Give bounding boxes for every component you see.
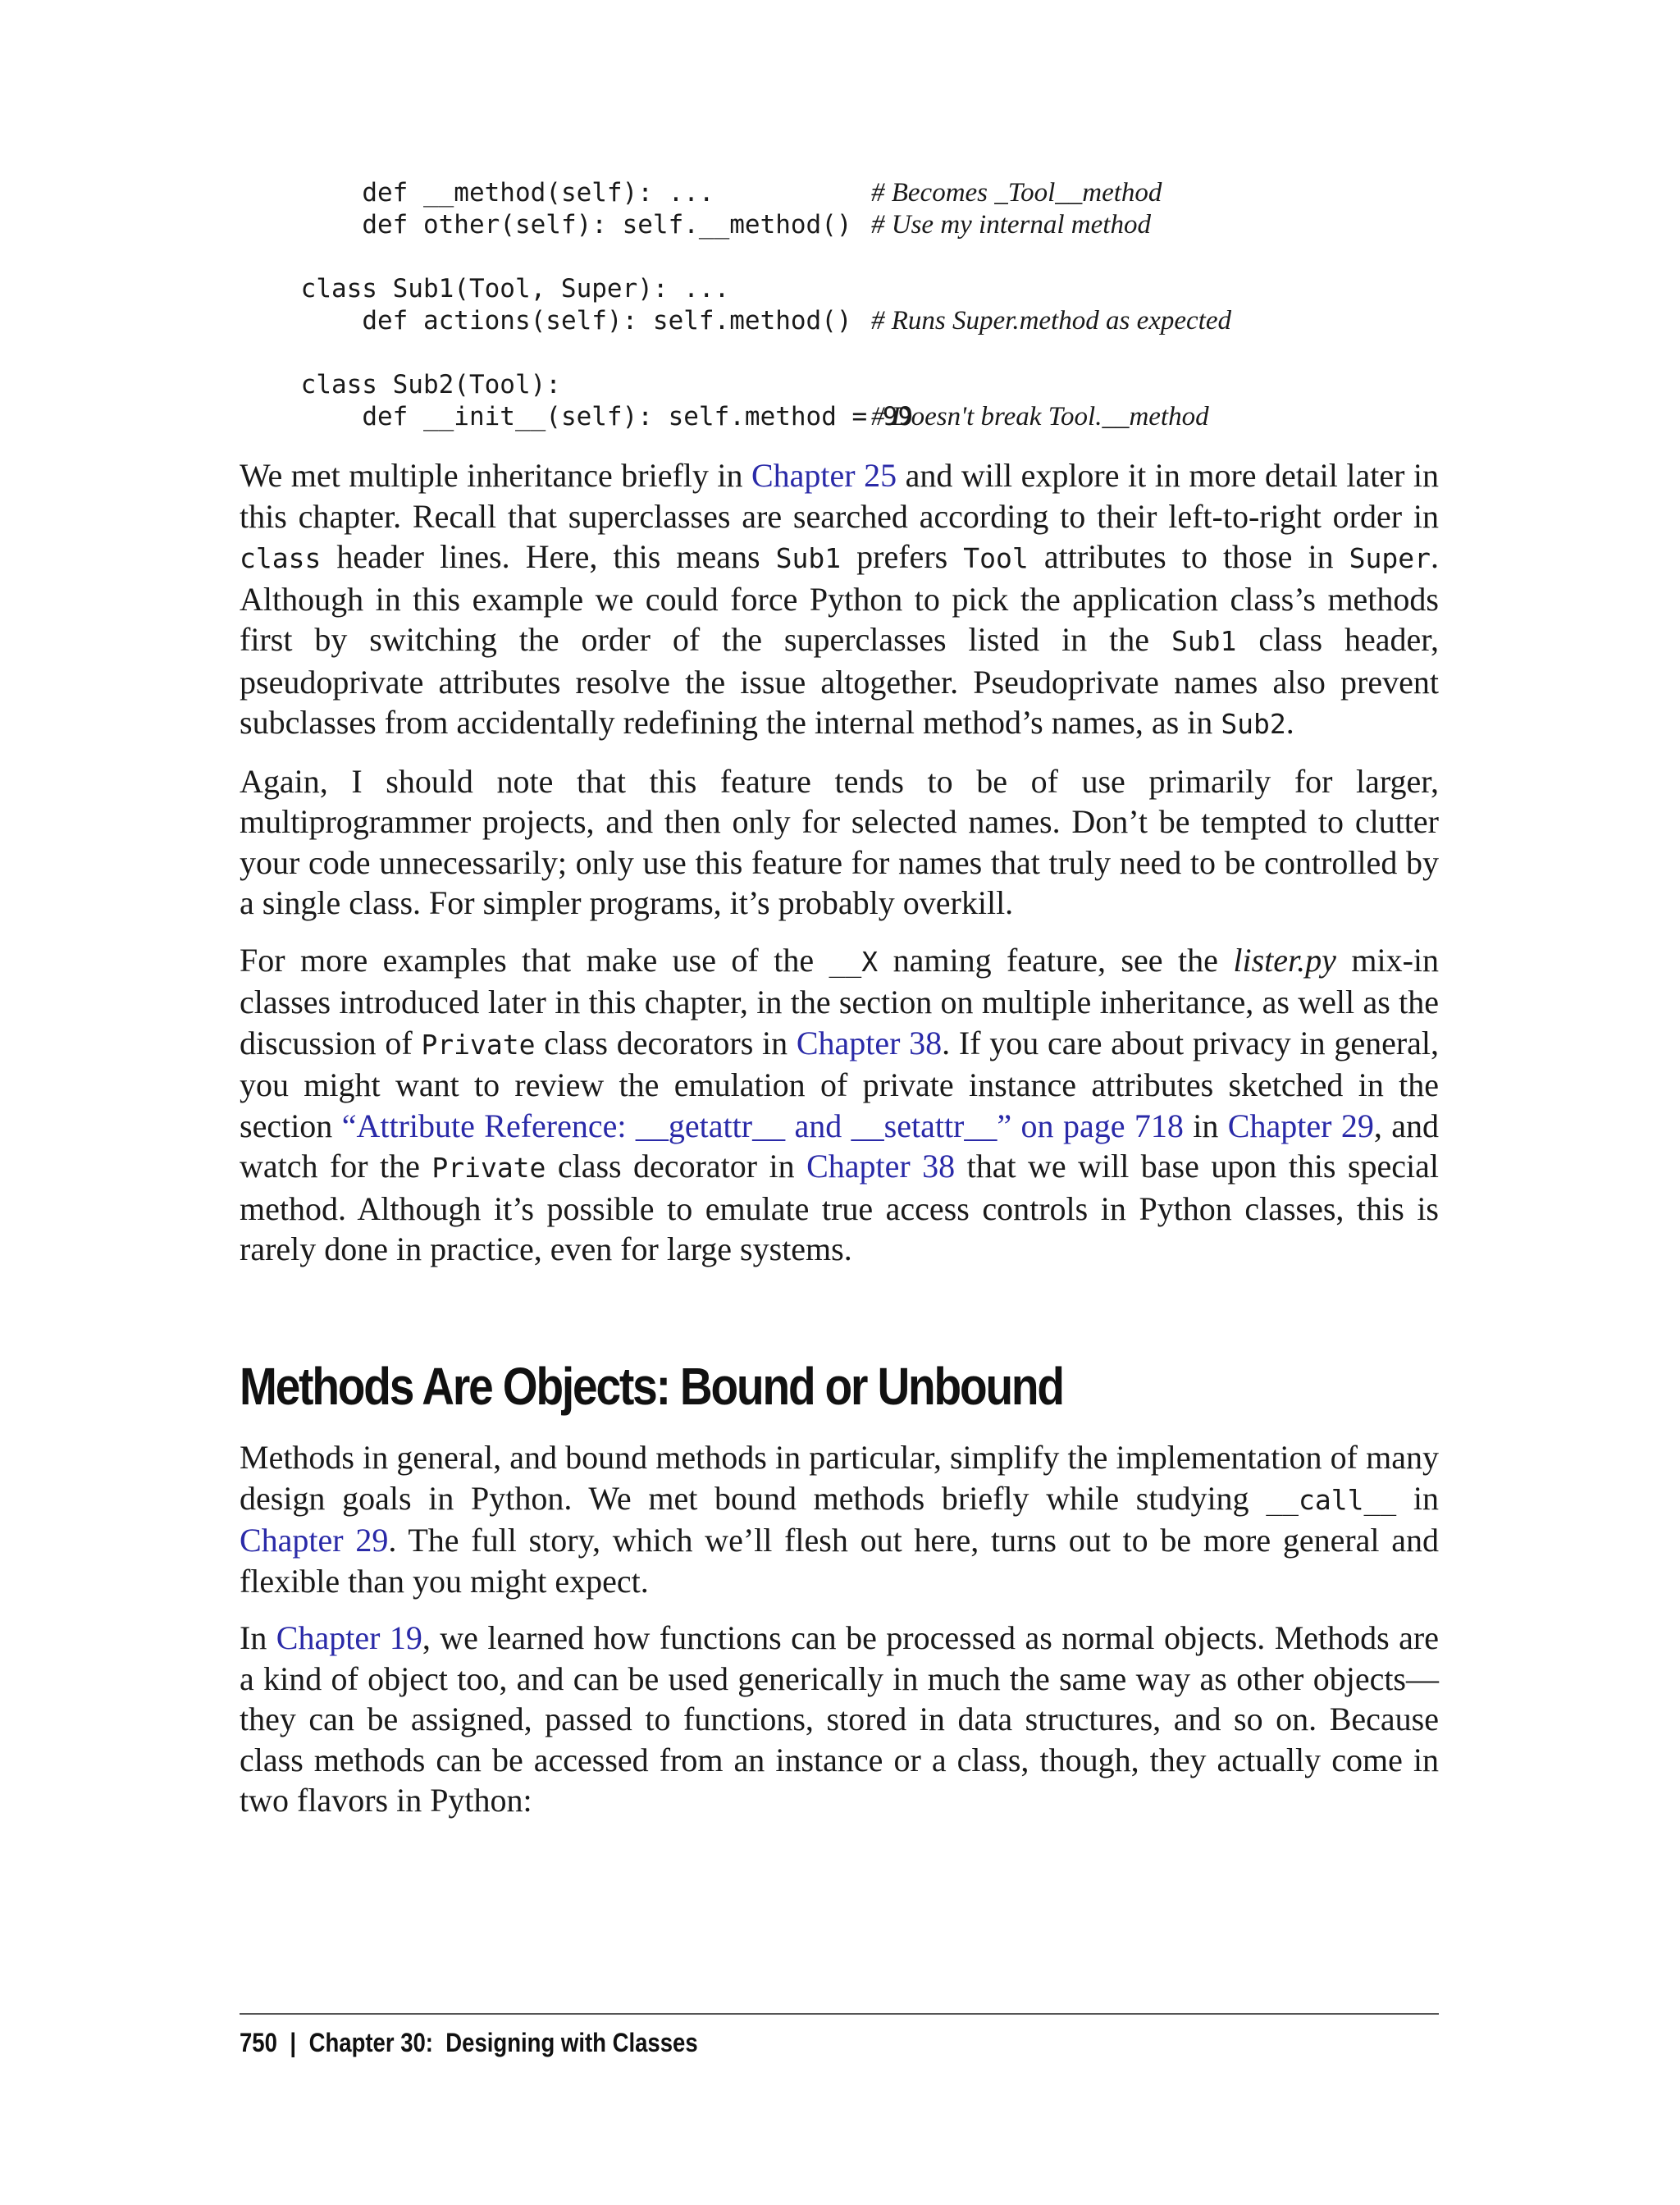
filename: lister.py: [1233, 941, 1336, 979]
paragraph: In Chapter 19, we learned how functions can be processed as normal objects. Methods are a kind of object too, and can be used generically in much the same way as other objects—they can be assigned, passed to functions, stored in data structures, and so on. Because class methods can be accessed from an instance or a class, though, they actually come in two flavors in Python:: [240, 1619, 1439, 1819]
section-heading: Methods Are Objects: Bound or Unbound: [240, 1357, 1063, 1416]
chapter-link[interactable]: Chapter 29: [240, 1522, 389, 1559]
inline-code: Sub2: [1221, 708, 1286, 740]
footer-separator: |: [290, 2028, 297, 2057]
paragraph: Methods in general, and bound methods in particular, simplify the implementation of many design goals in Python. We met bound methods briefly while studying __call__ in Chapter 29. The full story, which we’ll flesh out here, turns out to be more general and flexible than you might expect.: [240, 1439, 1439, 1600]
inline-code: __call__: [1266, 1483, 1397, 1516]
section-link[interactable]: “Attribute Reference: __getattr__ and __setattr__” on page 718: [341, 1107, 1184, 1144]
paragraph: For more examples that make use of the __X naming feature, see the lister.py mix-in classes introduced later in this chapter, in the section on multiple inheritance, as well as the discussion of Private class decorators in Chapter 38. If you care about privacy in general, you might want to review the emulation of private instance attributes sketched in the section “Attribute Reference: __getattr__ and __setattr__” on page 718 in Chapter 29, and watch for the Private class decorator in Chapter 38 that we will base upon this special method. Although it’s possible to emulate true access controls in Python classes, this is rarely done in practice, even for large systems.: [240, 941, 1440, 1267]
chapter-link[interactable]: Chapter 38: [796, 1024, 943, 1061]
chapter-link[interactable]: Chapter 38: [806, 1148, 956, 1185]
body-section-1: [240, 455, 1439, 1270]
inline-code: Private: [431, 1152, 546, 1184]
code-comment: # Use my internal method: [871, 210, 1151, 240]
paragraph: Again, I should note that this feature tends to be of use primarily for larger, multiprogrammer projects, and then only for selected names. Don’t be tempted to clutter your code unnecessarily; only use this feature for names that truly need to be controlled by a single class. For simpler programs, it’s probably overkill.: [240, 762, 1439, 921]
footer-chapter-title: Chapter 30: Designing with Classes: [308, 2028, 698, 2057]
chapter-link[interactable]: Chapter 19: [276, 1619, 422, 1656]
page-footer: [240, 2026, 698, 2059]
code-blank-line: [240, 241, 1437, 273]
code-line: def __init__(self): self.method = 99 # Doesn't break Tool.__method: [362, 402, 1209, 431]
chapter-link[interactable]: Chapter 29: [1227, 1107, 1374, 1144]
paragraph: We met multiple inheritance briefly in Chapter 25 and will explore it in more detail later in this chapter. Recall that superclasses are searched according to their left-to-right order in class header lines. Here, this means Sub1 prefers Tool attributes to those in Super. Although in this example we could force Python to pick the application class’s methods first by switching the order of the superclasses listed in the Sub1 class header, pseudoprivate attributes resolve the issue altogether. Pseudoprivate names also prevent subclasses from accidentally redefining the internal method’s names, as in Sub2.: [240, 457, 1440, 741]
inline-code: Super: [1349, 542, 1431, 574]
inline-code: Sub1: [1171, 625, 1237, 657]
inline-code: class: [240, 542, 322, 574]
code-blank-line: [240, 337, 1437, 369]
footer-rule: [240, 2013, 1439, 2015]
code-line: class Sub2(Tool):: [300, 370, 561, 399]
chapter-link[interactable]: Chapter 25: [751, 457, 897, 494]
code-comment: # Runs Super.method as expected: [871, 306, 1231, 336]
inline-code: Tool: [963, 542, 1029, 574]
body-section-2: [240, 1437, 1439, 1821]
code-line: class Sub1(Tool, Super): ...: [300, 274, 730, 304]
page-number: 750: [240, 2028, 277, 2057]
inline-code: Sub1: [775, 542, 842, 574]
code-line: def other(self): self.__method() # Use my internal method: [362, 210, 1151, 240]
code-line: def actions(self): self.method() # Runs Super.method as expected: [362, 306, 1231, 336]
code-block: [240, 177, 1437, 433]
code-comment: # Becomes _Tool__method: [871, 178, 1162, 208]
code-comment: # Doesn't break Tool.__method: [871, 402, 1209, 431]
inline-code: __X: [829, 945, 879, 978]
inline-code: Private: [421, 1028, 536, 1061]
code-line: def __method(self): ... # Becomes _Tool__method: [362, 178, 1162, 208]
